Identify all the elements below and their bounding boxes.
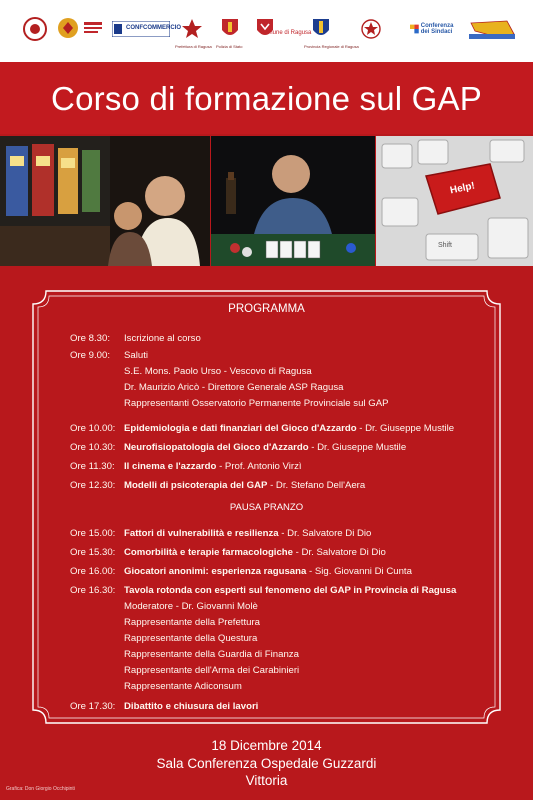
logo-strip (0, 0, 533, 62)
talk-speaker: - Dr. Giuseppe Mustile (308, 442, 407, 453)
prefettura-caption: Prefettura di Ragusa (175, 44, 212, 49)
talk-speaker: - Dr. Giuseppe Mustile (356, 423, 455, 434)
talk-title: Tavola rotonda con esperti sul fenomeno del GAP in Provincia di Ragusa (124, 585, 457, 596)
talk-title: Dibattito e chiusura dei lavori (124, 701, 259, 712)
shield-icon (57, 12, 79, 46)
time-label: Ore 15.30: (70, 547, 116, 558)
panel-member: Moderatore - Dr. Giovanni Molè (124, 601, 258, 612)
polizia-caption: Polizia di Stato (216, 44, 243, 49)
panel-member: Rappresentante della Questura (124, 633, 258, 644)
time-label: Ore 17.30: (70, 701, 116, 712)
panel-member: Rappresentante dell'Arma dei Carabinieri (124, 665, 300, 676)
talk-title: Modelli di psicoterapia del GAP (124, 480, 268, 491)
province-crest-icon (310, 12, 332, 46)
confcommercio-label: CONFCOMMERCIO (126, 25, 181, 31)
time-label: Ore 9.00: (70, 350, 110, 361)
program-frame (32, 290, 501, 724)
talk-title: Giocatori anonimi: esperienza ragusana (124, 566, 307, 577)
conferenza-sindaci-logo (410, 12, 462, 46)
agenda-item: Iscrizione al corso (124, 333, 201, 344)
speaker-line: Rappresentanti Osservatorio Permanente Provinciale sul GAP (124, 398, 389, 409)
comune-caption: Comune di Ragusa (260, 30, 312, 36)
star-emblem-icon (360, 12, 382, 46)
poker-player-photo (211, 136, 375, 266)
talk-speaker: - Dr. Stefano Dell'Aera (267, 480, 366, 491)
panel-member: Rappresentante della Prefettura (124, 617, 260, 628)
talk-title: Neurofisiopatologia del Gioco d'Azzardo (124, 442, 309, 453)
provincia-caption: Provincia Regionale di Ragusa (304, 44, 359, 49)
talk-title: Fattori di vulnerabilità e resilienza (124, 528, 279, 539)
time-label: Ore 8.30: (70, 333, 110, 344)
event-date: 18 Dicembre 2014 (211, 738, 322, 753)
photo-strip (0, 136, 533, 266)
time-label: Ore 10.30: (70, 442, 116, 453)
shift-key-label: Shift (438, 242, 453, 249)
sicily-map-logo (466, 12, 518, 46)
time-label: Ore 12.30: (70, 480, 116, 491)
help-key-label: Help! (449, 180, 476, 197)
time-label: Ore 16.00: (70, 566, 116, 577)
page-title: Corso di formazione sul GAP (51, 80, 482, 117)
shield-icon-2 (82, 12, 104, 46)
talk-title: Epidemiologia e dati finanziari del Gioco d'Azzardo (124, 423, 357, 434)
program-heading: PROGRAMMA (228, 303, 305, 315)
panel-member: Rappresentante Adiconsum (124, 681, 242, 692)
event-venue: Sala Conferenza Ospedale Guzzardi (156, 756, 377, 771)
speaker-line: Dr. Maurizio Aricò - Direttore Generale ASP Ragusa (124, 382, 344, 393)
talk-speaker: - Dr. Salvatore Di Dio (293, 547, 386, 558)
talk-speaker: - Dr. Salvatore Di Dio (278, 528, 372, 539)
confcommercio-logo (112, 12, 181, 46)
help-key-photo (376, 136, 533, 266)
talk-speaker: - Prof. Antonio Virzì (216, 461, 302, 472)
agenda-item: Saluti (124, 350, 148, 361)
talk-speaker: - Sig. Giovanni Di Cunta (306, 566, 412, 577)
deer-crest-icon (254, 12, 276, 46)
time-label: Ore 11.30: (70, 461, 115, 472)
emblem-icon (180, 12, 204, 46)
graphic-credit: Grafica: Don Giorgio Occhipinti (6, 786, 75, 792)
time-label: Ore 15.00: (70, 528, 116, 539)
speaker-line: S.E. Mons. Paolo Urso - Vescovo di Ragusa (124, 366, 312, 377)
crest-icon (220, 12, 240, 46)
slot-machines-photo (0, 136, 210, 266)
time-label: Ore 16.30: (70, 585, 116, 596)
talk-title: Il cinema e l'azzardo (124, 461, 217, 472)
lunch-break: PAUSA PRANZO (229, 502, 304, 513)
talk-title: Comorbilità e terapie farmacologiche (124, 547, 294, 558)
time-label: Ore 10.00: (70, 423, 116, 434)
seal-icon (22, 12, 48, 46)
conferenza-label: Conferenza dei Sindaci (420, 23, 454, 35)
event-city: Vittoria (245, 773, 288, 788)
panel-member: Rappresentante della Guardia di Finanza (124, 649, 299, 660)
